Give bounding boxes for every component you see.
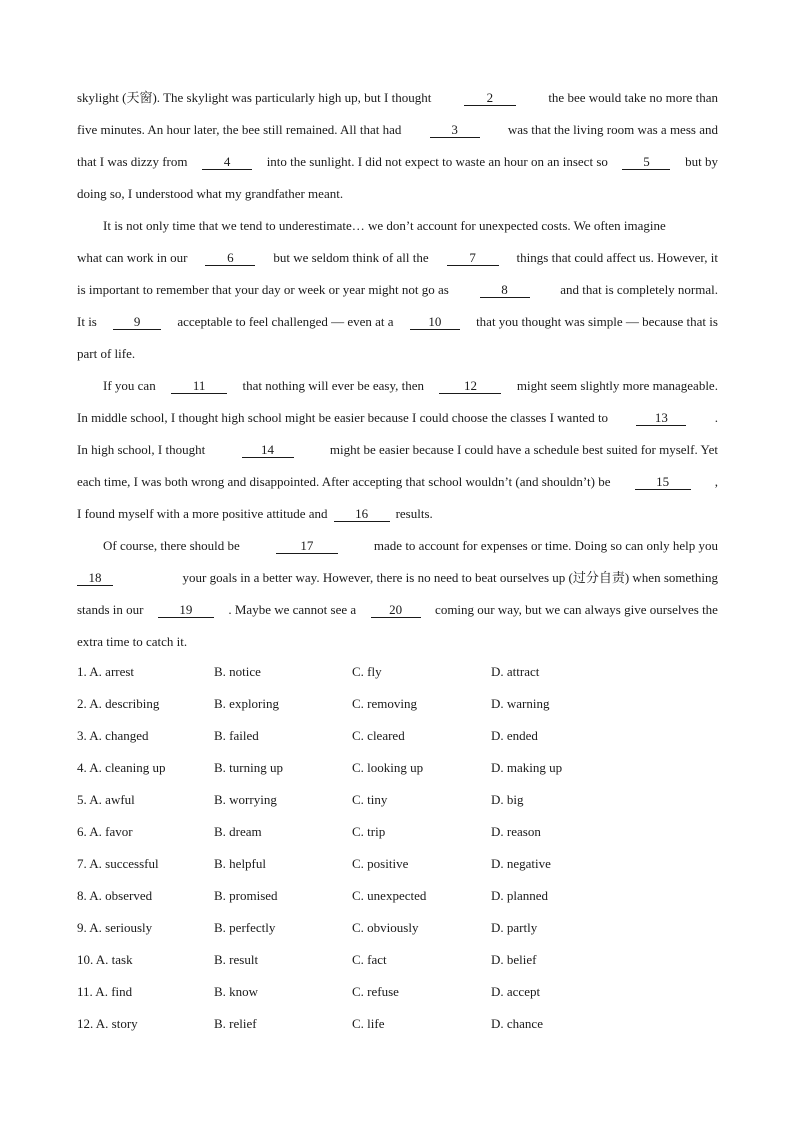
option-c: C. fly [352,664,382,679]
option-row-3 [77,720,637,752]
option-d: D. ended [491,728,538,743]
option-b: B. relief [214,1016,257,1031]
option-row-9 [77,912,637,944]
passage-line [77,114,718,146]
passage-text: was that the living room was a mess and [507,122,718,137]
option-c: C. removing [352,696,417,711]
answer-blank-8: 8 [480,282,530,298]
passage-line [77,210,718,242]
option-c: C. positive [352,856,409,871]
option-c: C. life [352,1016,385,1031]
passage-text: what can work in our [77,250,188,265]
answer-blank-5: 5 [622,154,670,170]
answer-blank-16: 16 [334,506,390,522]
passage-text: . [714,410,718,425]
passage-text: the bee would take no more than [548,90,718,105]
passage-line [77,434,718,466]
answer-blank-11: 11 [171,378,227,394]
passage-text: skylight (天窗). The skylight was particularly high up, but I thought [77,90,432,105]
answer-blank-17: 17 [276,538,338,554]
option-b: B. helpful [214,856,266,871]
option-d: D. reason [491,824,541,839]
answer-blank-6: 6 [205,250,255,266]
option-a: 10. A. task [77,952,133,967]
option-c: C. obviously [352,920,419,935]
passage-text: Of course, there should be [103,538,240,553]
passage-text: coming our way, but we can always give ourselves the [435,602,718,617]
answer-blank-2: 2 [464,90,516,106]
passage-text: It is not only time that we tend to underestimate… we don’t account for unexpected costs. We often imagine [103,218,666,233]
option-row-10 [77,944,637,976]
option-row-8 [77,880,637,912]
passage-line [77,370,718,402]
passage-text: your goals in a better way. However, there is no need to beat ourselves up (过分自责) when something [182,570,718,585]
passage-text: but by [685,154,718,169]
answer-blank-4: 4 [202,154,252,170]
passage-text: each time, I was both wrong and disappointed. After accepting that school wouldn’t (and shouldn’t) be [77,474,611,489]
passage-line [77,306,718,338]
passage-text: that nothing will ever be easy, then [242,378,425,393]
passage-text: that you thought was simple — because that is [476,314,718,329]
answer-blank-19: 19 [158,602,214,618]
option-a: 9. A. seriously [77,920,153,935]
option-c: C. unexpected [352,888,427,903]
passage-text: stands in our [77,602,144,617]
option-d: D. negative [491,856,551,871]
passage-text: made to account for expenses or time. Doing so can only help you [373,538,718,553]
option-row-2 [77,688,637,720]
passage-text: In middle school, I thought high school might be easier because I could choose the classes I wanted to [77,410,609,425]
passage-text: and that is completely normal. [560,282,718,297]
passage-line [77,498,718,530]
passage-text: In high school, I thought [77,442,206,457]
passage-line [77,466,718,498]
option-row-12 [77,1008,637,1040]
passage-line [77,402,718,434]
passage-text: might seem slightly more manageable. [516,378,718,393]
option-c: C. trip [352,824,386,839]
passage-text: five minutes. An hour later, the bee still remained. All that had [77,122,402,137]
answer-blank-7: 7 [447,250,499,266]
passage-text: I found myself with a more positive attitude and [77,506,328,521]
passage-text: part of life. [77,346,136,361]
passage-text: , [714,474,718,489]
passage-text: extra time to catch it. [77,634,188,649]
option-d: D. chance [491,1016,543,1031]
passage-line [77,178,718,210]
option-d: D. partly [491,920,538,935]
option-d: D. attract [491,664,540,679]
answer-blank-14: 14 [242,442,294,458]
option-b: B. exploring [214,696,279,711]
option-b: B. result [214,952,259,967]
answer-blank-10: 10 [410,314,460,330]
option-a: 1. A. arrest [77,664,135,679]
option-a: 11. A. find [77,984,133,999]
passage-text: but we seldom think of all the [273,250,429,265]
option-b: B. worrying [214,792,277,807]
passage-text: acceptable to feel challenged — even at a [177,314,394,329]
option-c: C. cleared [352,728,405,743]
option-row-11 [77,976,637,1008]
option-d: D. belief [491,952,537,967]
option-d: D. making up [491,760,563,775]
option-c: C. fact [352,952,387,967]
passage-text: . Maybe we cannot see a [228,602,357,617]
answer-blank-9: 9 [113,314,161,330]
option-b: B. promised [214,888,278,903]
option-b: B. notice [214,664,261,679]
option-d: D. planned [491,888,549,903]
passage-text: into the sunlight. I did not expect to waste an hour on an insect so [266,154,608,169]
answer-blank-12: 12 [439,378,501,394]
option-row-4 [77,752,637,784]
option-b: B. perfectly [214,920,276,935]
option-a: 2. A. describing [77,696,160,711]
option-a: 5. A. awful [77,792,135,807]
answer-blank-13: 13 [636,410,686,426]
option-b: B. know [214,984,259,999]
option-row-1 [77,656,637,688]
passage-text: results. [395,506,433,521]
option-a: 6. A. favor [77,824,133,839]
passage-line [77,338,718,370]
passage-text: things that could affect us. However, it [516,250,718,265]
option-b: B. turning up [214,760,283,775]
passage-text: might be easier because I could have a schedule best suited for myself. Yet [329,442,718,457]
option-b: B. dream [214,824,262,839]
passage-line [77,242,718,274]
answer-blank-20: 20 [371,602,421,618]
passage-line [77,146,718,178]
passage-line [77,562,718,594]
option-row-7 [77,848,637,880]
option-c: C. looking up [352,760,424,775]
answer-options [77,656,637,1040]
passage-text: It is [77,314,97,329]
option-a: 4. A. cleaning up [77,760,166,775]
option-a: 12. A. story [77,1016,138,1031]
passage-line [77,530,718,562]
option-c: C. refuse [352,984,399,999]
option-d: D. warning [491,696,550,711]
option-row-5 [77,784,637,816]
answer-blank-18: 18 [77,570,113,586]
option-d: D. big [491,792,524,807]
option-b: B. failed [214,728,259,743]
passage-text: doing so, I understood what my grandfather meant. [77,186,344,201]
passage-line [77,274,718,306]
option-c: C. tiny [352,792,388,807]
passage-line [77,626,718,658]
option-a: 8. A. observed [77,888,153,903]
option-a: 3. A. changed [77,728,149,743]
passage-text: If you can [103,378,156,393]
option-d: D. accept [491,984,541,999]
passage-line [77,594,718,626]
cloze-passage [77,82,718,658]
option-a: 7. A. successful [77,856,159,871]
passage-text: that I was dizzy from [77,154,188,169]
passage-line [77,82,718,114]
option-row-6 [77,816,637,848]
answer-blank-15: 15 [635,474,691,490]
passage-text: is important to remember that your day or week or year might not go as [77,282,449,297]
answer-blank-3: 3 [430,122,480,138]
